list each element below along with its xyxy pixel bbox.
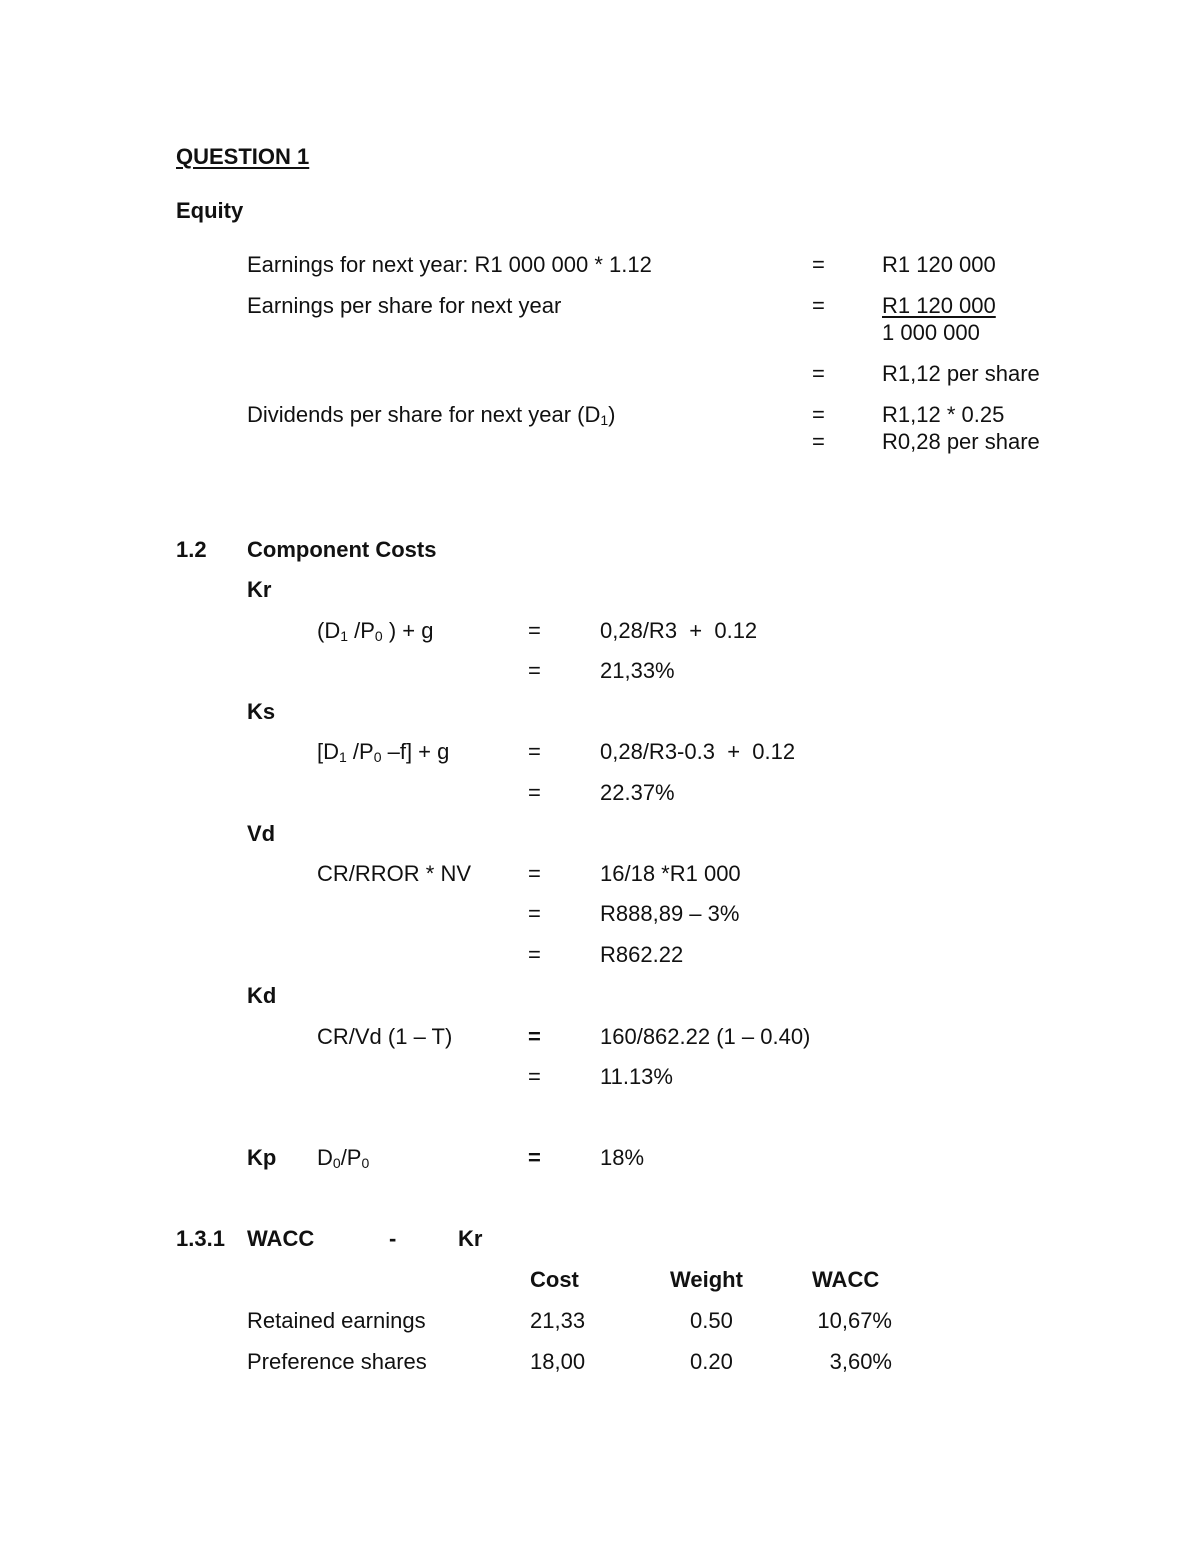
equals-sign: = bbox=[528, 901, 541, 926]
formula-kr: ($D_1$ $/P_0$ ) + g bbox=[317, 618, 434, 644]
section-number: 1.3.1 bbox=[176, 1226, 225, 1251]
equals-sign: = bbox=[528, 1145, 541, 1170]
formula-kd: CR/Vd (1 – T) bbox=[317, 1024, 453, 1049]
fraction-numerator: R1 120 000 bbox=[882, 293, 996, 318]
equals-sign: = bbox=[528, 739, 541, 764]
subheading-kr: Kr bbox=[458, 1226, 483, 1251]
row-label: Preference shares bbox=[247, 1349, 427, 1374]
subheading-kd: Kd bbox=[247, 983, 277, 1008]
equals-sign: = bbox=[528, 618, 541, 643]
wacc-cell: 10,67% bbox=[817, 1308, 892, 1333]
formula-vd: CR/RROR * NV bbox=[317, 861, 472, 886]
result-value: 22.37% bbox=[600, 780, 675, 805]
equals-sign: = bbox=[528, 1024, 541, 1049]
equals-sign: = bbox=[528, 780, 541, 805]
equity-row-label: Earnings per share for next year bbox=[247, 293, 562, 318]
equals-sign: = bbox=[812, 252, 825, 277]
subheading-kp: Kp bbox=[247, 1145, 277, 1170]
equity-row-value: R1 120 000 bbox=[882, 252, 996, 277]
equity-row-value: R1,12 * 0.25 bbox=[882, 402, 1005, 427]
equals-sign: = bbox=[812, 429, 825, 454]
wacc-cell: 3,60% bbox=[829, 1349, 892, 1374]
equals-sign: = bbox=[528, 658, 541, 683]
page-title: QUESTION 1 bbox=[176, 144, 310, 169]
equals-sign: = bbox=[812, 361, 825, 386]
fraction-denominator: 1 000 000 bbox=[882, 320, 980, 345]
equals-sign: = bbox=[812, 293, 825, 318]
equity-row-label: Dividends per share for next year $(D_1)$ bbox=[247, 402, 616, 428]
subheading-vd: Vd bbox=[247, 821, 276, 846]
calc-value: 0,28/R3-0.3 + 0.12 bbox=[600, 739, 796, 764]
equity-row-value: R1,12 per share bbox=[882, 361, 1040, 386]
section-number: 1.2 bbox=[176, 537, 207, 562]
heading-dash: - bbox=[389, 1226, 397, 1251]
subheading-kr: Kr bbox=[247, 577, 272, 602]
equity-row-value: R0,28 per share bbox=[882, 429, 1040, 454]
result-value: R862.22 bbox=[600, 942, 684, 967]
result-value: 18% bbox=[600, 1145, 645, 1170]
column-header-cost: Cost bbox=[530, 1267, 579, 1292]
weight-cell: 0.20 bbox=[690, 1349, 733, 1374]
section-heading-component-costs: Component Costs bbox=[247, 537, 437, 562]
formula-kp: $D_0/P_0$ bbox=[317, 1145, 370, 1171]
section-heading-equity: Equity bbox=[176, 198, 244, 223]
calc-value: 0,28/R3 + 0.12 bbox=[600, 618, 758, 643]
column-header-wacc: WACC bbox=[812, 1267, 880, 1292]
equals-sign: = bbox=[528, 1064, 541, 1089]
calc-value: 16/18 *R1 000 bbox=[600, 861, 741, 886]
equity-row-label: Earnings for next year: R1 000 000 * 1.12 bbox=[247, 252, 652, 277]
column-header-weight: Weight bbox=[670, 1267, 743, 1292]
row-label: Retained earnings bbox=[247, 1308, 426, 1333]
calc-value: 160/862.22 (1 – 0.40) bbox=[600, 1024, 811, 1049]
calc-value: R888,89 – 3% bbox=[600, 901, 740, 926]
result-value: 11.13% bbox=[600, 1064, 673, 1089]
cost-cell: 18,00 bbox=[530, 1349, 586, 1374]
cost-cell: 21,33 bbox=[530, 1308, 586, 1333]
result-value: 21,33% bbox=[600, 658, 675, 683]
weight-cell: 0.50 bbox=[690, 1308, 733, 1333]
equals-sign: = bbox=[528, 861, 541, 886]
equals-sign: = bbox=[528, 942, 541, 967]
equals-sign: = bbox=[812, 402, 825, 427]
subheading-ks: Ks bbox=[247, 699, 276, 724]
formula-ks: [$D_1$ $/P_0$ –f] + g bbox=[317, 739, 450, 765]
section-heading-wacc: WACC bbox=[247, 1226, 315, 1251]
